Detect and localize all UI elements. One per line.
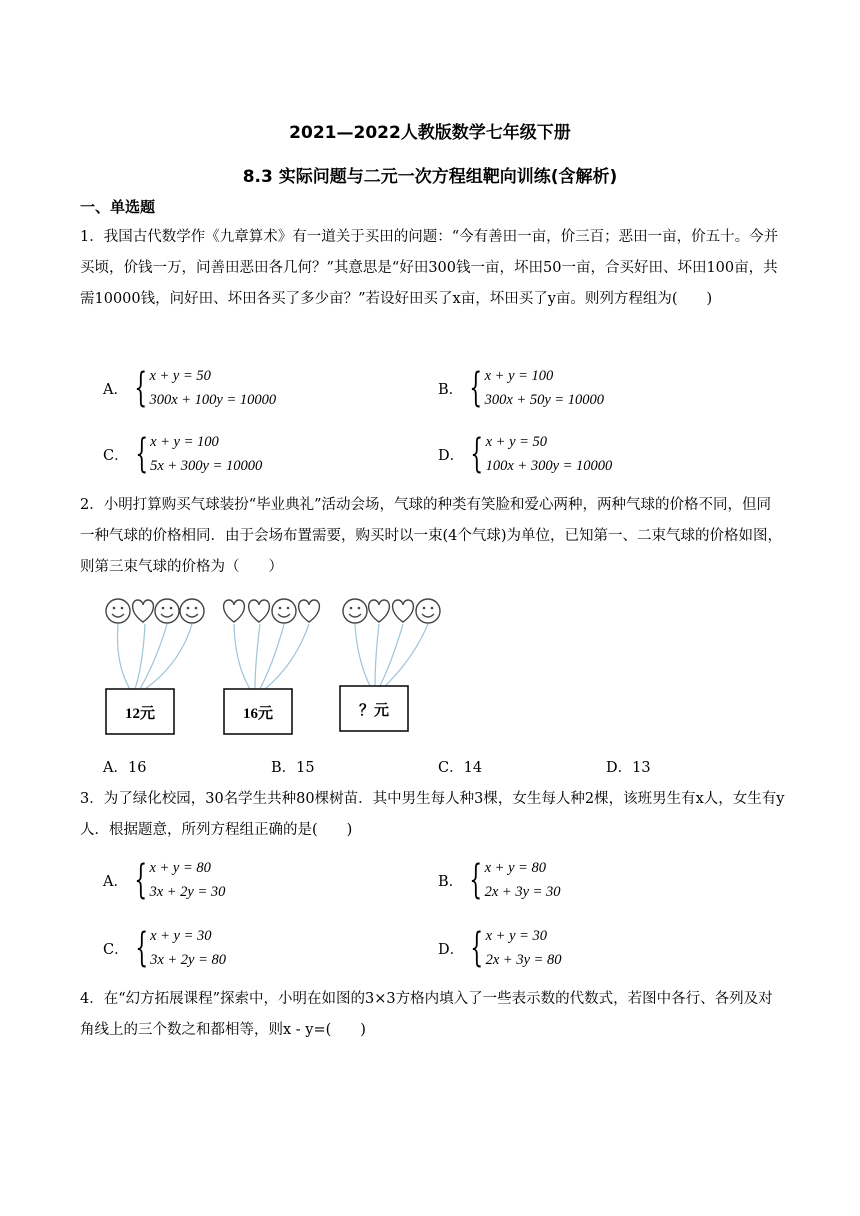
brace-icon: { [469,857,483,903]
price-label-1: 12元 [124,706,156,722]
document-title: 2021—2022人教版数学七年级下册 [289,123,571,143]
equation: 2x + 3y = 80 [485,952,562,968]
balloon-figure [95,594,455,744]
price-label-2: 16元 [242,706,274,722]
equation: x + y = 100 [150,434,219,450]
q2-option-d[interactable]: D．13 [606,760,651,776]
q3-option-c[interactable] [103,924,226,972]
brace-icon: { [470,431,484,477]
q3-option-b[interactable] [438,856,561,904]
equation: x + y = 30 [150,928,212,944]
equation: 300x + 50y = 10000 [484,392,605,408]
equation: x + y = 80 [484,860,547,876]
question-4-text: 4．在“幻方拓展课程”探索中，小明在如图的3×3方格内填入了一些表示数的代数式，若图中各行、各列及对角线上的三个数之和都相等，则x - y=( ) [80,991,773,1038]
balloon-bunch-2 [224,599,320,734]
option-label: C． [103,941,129,958]
option-label: C． [103,447,129,464]
equation: x + y = 30 [485,928,548,944]
option-label: B． [438,381,464,398]
option-label: B． [438,873,464,890]
equation: x + y = 50 [485,434,548,450]
brace-icon: { [469,365,483,411]
question-3-text: 3．为了绿化校园，30名学生共种80棵树苗．其中男生每人种3棵，女生每人种2棵，该班男生有x人，女生有y人．根据题意，所列方程组正确的是( ) [80,791,785,838]
brace-icon: { [134,365,148,411]
equation: 5x + 300y = 10000 [150,458,263,474]
option-label: D． [438,941,465,958]
question-2-text: 2．小明打算购买气球装扮“毕业典礼”活动会场，气球的种类有笑脸和爱心两种，两种气球的价格不同，但同一种气球的价格相同．由于会场布置需要，购买时以一束(4个气球)为单位，已知第一、二束气球的价格如图，则第三束气球的价格为（ ） [80,497,783,575]
price-label-3: ？元 [358,703,390,719]
section-heading: 一、单选题 [80,198,156,216]
q3-option-a[interactable] [103,856,225,904]
brace-icon: { [470,925,484,971]
option-label: D． [438,447,465,464]
q2-option-c[interactable]: C．14 [438,760,483,776]
q2-option-a[interactable]: A．16 [103,760,147,776]
equation: x + y = 80 [149,860,211,876]
option-label: A． [103,381,128,398]
q1-option-a[interactable] [103,364,276,412]
q2-option-b[interactable]: B．15 [271,760,315,776]
q3-option-d[interactable] [438,924,562,972]
brace-icon: { [134,431,148,477]
equation: 100x + 300y = 10000 [485,458,613,474]
equation: 300x + 100y = 10000 [149,392,277,408]
equation: 2x + 3y = 30 [484,884,561,900]
equation: 3x + 2y = 80 [150,952,227,968]
document-subtitle: 8.3 实际问题与二元一次方程组靶向训练(含解析) [242,167,618,187]
q1-option-b[interactable] [438,364,604,412]
q1-option-d[interactable] [438,430,612,478]
balloon-bunch-3 [340,599,440,731]
equation: 3x + 2y = 30 [149,884,226,900]
brace-icon: { [134,857,148,903]
balloon-bunch-1 [106,599,204,734]
q1-option-c[interactable] [103,430,262,478]
question-1-text: 1．我国古代数学作《九章算术》有一道关于买田的问题：“今有善田一亩，价三百；恶田一亩，价五十。今并买顷，价钱一万，问善田恶田各几何？”其意思是“好田300钱一亩，坏田50一亩，合买好田、坏田100亩，共需10000钱，问好田、坏田各买了多少亩？”若设好田买了x亩，坏田买了y亩。则列方程组为( ) [80,229,779,307]
option-label: A． [103,873,128,890]
brace-icon: { [134,925,148,971]
equation: x + y = 100 [484,368,554,384]
equation: x + y = 50 [149,368,211,384]
